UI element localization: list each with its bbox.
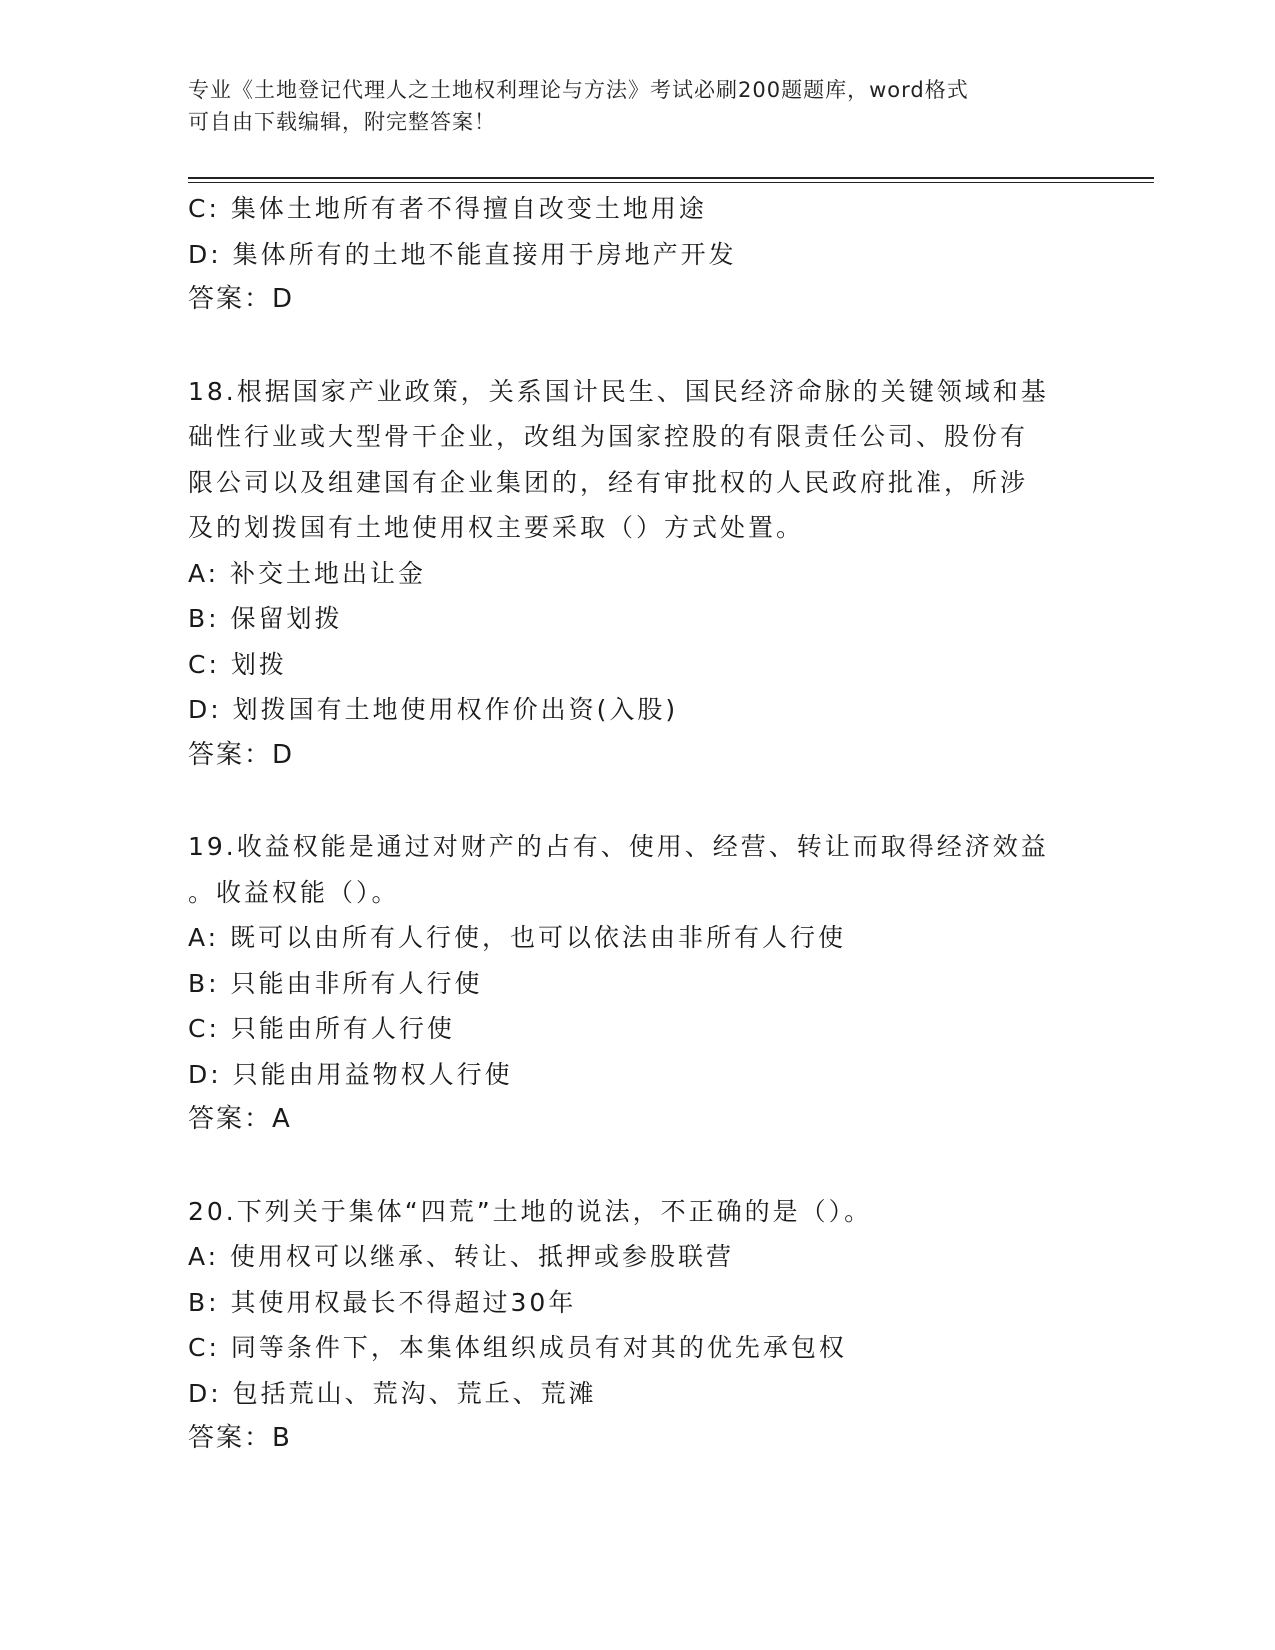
q20-stem-line-1: 20.下列关于集体“四荒”土地的说法，不正确的是（）。 bbox=[188, 1196, 873, 1226]
question-18 bbox=[188, 369, 1088, 779]
q19-option-b: B: 只能由非所有人行使 bbox=[188, 968, 483, 998]
q20-option-a: A: 使用权可以继承、转让、抵押或参股联营 bbox=[188, 1242, 735, 1271]
spacer bbox=[188, 1143, 1088, 1189]
question-17-tail bbox=[188, 186, 1088, 323]
question-19 bbox=[188, 824, 1088, 1143]
q18-option-b: B: 保留划拨 bbox=[188, 604, 343, 633]
document-header bbox=[188, 74, 1068, 138]
q19-option-a: A: 既可以由所有人行使，也可以依法由非所有人行使 bbox=[188, 923, 847, 952]
header-divider-thick bbox=[188, 177, 1154, 179]
q18-answer: 答案：D bbox=[188, 739, 295, 770]
header-divider-thin bbox=[188, 182, 1154, 183]
q17-option-d: D: 集体所有的土地不能直接用于房地产开发 bbox=[188, 239, 737, 269]
header-title-line-1: 专业《土地登记代理人之土地权利理论与方法》考试必刷200题题库，word格式 bbox=[188, 78, 969, 102]
q20-option-c: C: 同等条件下，本集体组织成员有对其的优先承包权 bbox=[188, 1333, 847, 1362]
q19-stem-line-1: 19.收益权能是通过对财产的占有、使用、经营、转让而取得经济效益 bbox=[188, 832, 1049, 861]
q19-option-c: C: 只能由所有人行使 bbox=[188, 1014, 455, 1043]
question-content bbox=[188, 186, 1088, 1462]
q19-option-d: D: 只能由用益物权人行使 bbox=[188, 1059, 513, 1089]
q18-option-d: D: 划拨国有土地使用权作价出资(入股) bbox=[188, 695, 679, 724]
q20-answer: 答案：B bbox=[188, 1423, 292, 1453]
q18-option-c: C: 划拨 bbox=[188, 649, 287, 679]
q18-stem-line-3: 限公司以及组建国有企业集团的，经有审批权的人民政府批准，所涉 bbox=[188, 467, 1029, 497]
q18-option-a: A: 补交土地出让金 bbox=[188, 558, 427, 588]
q18-stem-line-2: 础性行业或大型骨干企业，改组为国家控股的有限责任公司、股份有 bbox=[188, 422, 1029, 451]
spacer bbox=[188, 323, 1088, 369]
question-20 bbox=[188, 1189, 1088, 1462]
q19-answer: 答案：A bbox=[188, 1104, 292, 1134]
spacer bbox=[188, 778, 1088, 824]
q20-option-d: D: 包括荒山、荒沟、荒丘、荒滩 bbox=[188, 1378, 597, 1408]
q17-option-c: C: 集体土地所有者不得擅自改变土地用途 bbox=[188, 194, 707, 223]
q18-stem-line-1: 18.根据国家产业政策，关系国计民生、国民经济命脉的关键领域和基 bbox=[188, 376, 1049, 406]
q18-stem-line-4: 及的划拨国有土地使用权主要采取（）方式处置。 bbox=[188, 513, 805, 542]
q20-option-b: B: 其使用权最长不得超过30年 bbox=[188, 1287, 577, 1317]
header-title-line-2: 可自由下载编辑，附完整答案！ bbox=[188, 110, 496, 134]
q19-stem-line-2: 。收益权能（）。 bbox=[188, 877, 400, 907]
q17-answer: 答案：D bbox=[188, 284, 295, 314]
